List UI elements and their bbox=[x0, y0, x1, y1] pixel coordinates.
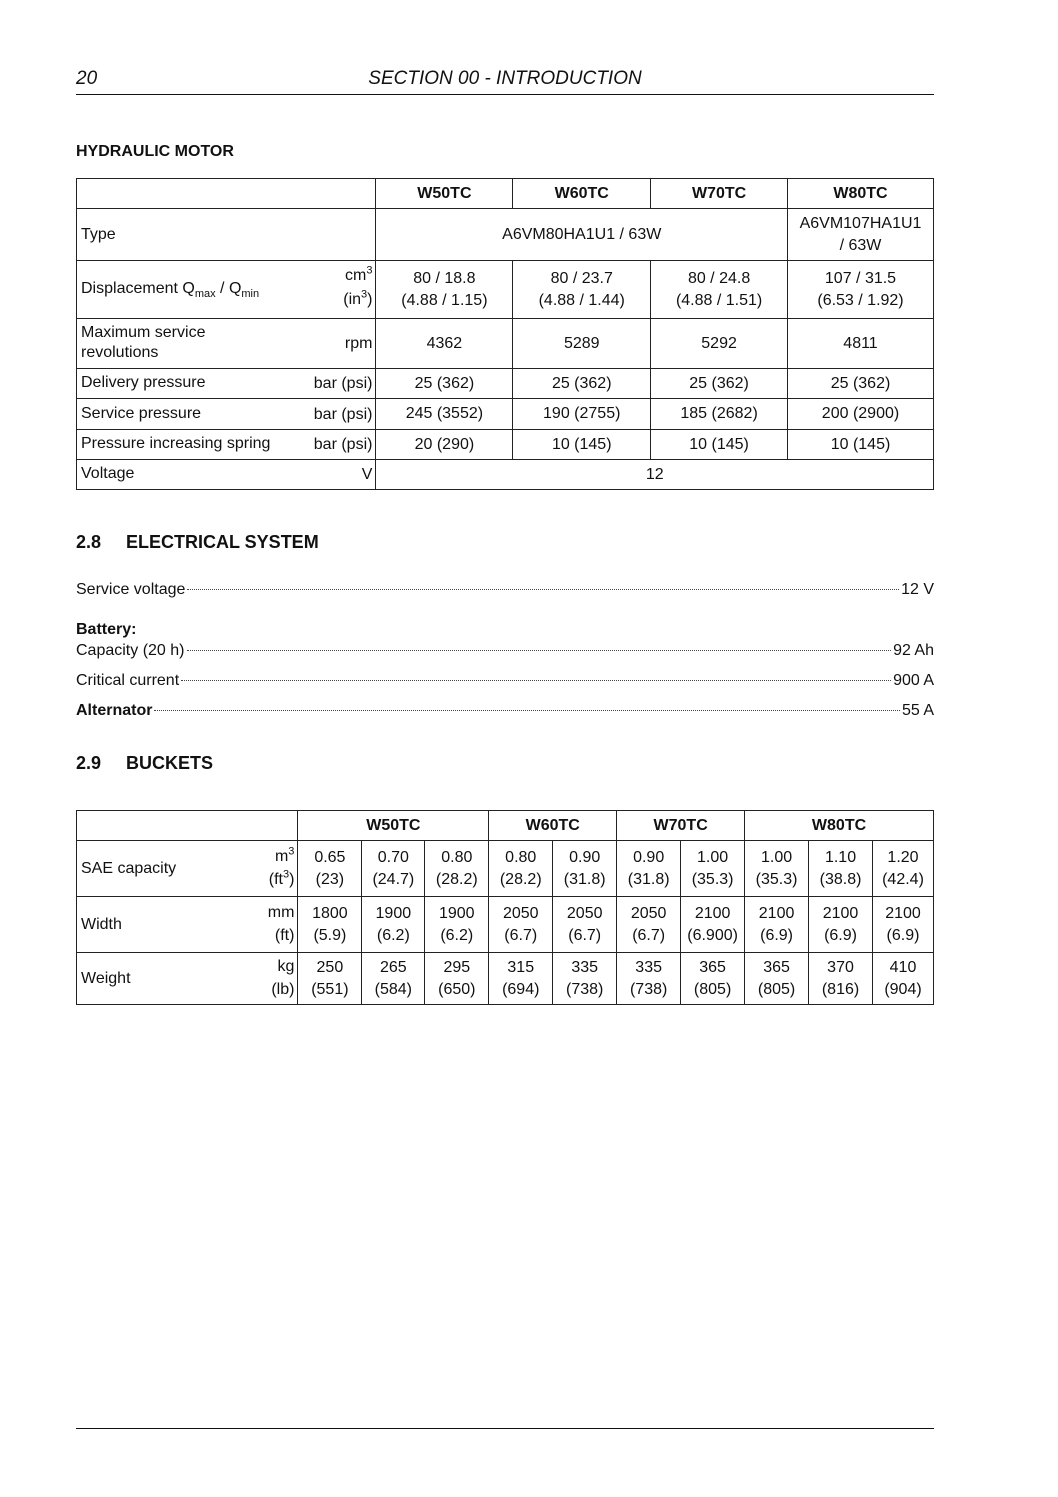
service-voltage-line: Service voltage 12 V bbox=[76, 581, 934, 598]
sae-value-0: 0.65 (23) bbox=[298, 841, 362, 897]
table-row: Pressure increasing spring bar (psi) 20 (290) 10 (145) 10 (145) 10 (145) bbox=[77, 430, 934, 460]
sae-value-1: 0.70 (24.7) bbox=[362, 841, 425, 897]
delivery-pressure-label: Delivery pressure bar (psi) bbox=[77, 369, 376, 399]
table-row bbox=[77, 460, 934, 490]
group-w50tc: W50TC bbox=[298, 811, 489, 841]
capacity-line: Capacity (20 h) 92 Ah bbox=[76, 642, 934, 659]
hydraulic-motor-table bbox=[76, 178, 934, 490]
buckets-section-title: 2.9 BUCKETS bbox=[76, 753, 214, 773]
sae-value-3: 0.80 (28.2) bbox=[489, 841, 553, 897]
group-w70tc: W70TC bbox=[617, 811, 745, 841]
spring-pressure-label: Pressure increasing spring bar (psi) bbox=[77, 430, 376, 460]
weight-value-2: 295 (650) bbox=[425, 953, 489, 1005]
sae-value-6: 1.00 (35.3) bbox=[681, 841, 745, 897]
group-w60tc: W60TC bbox=[489, 811, 617, 841]
electrical-section-title: 2.8 ELECTRICAL SYSTEM bbox=[76, 532, 319, 552]
weight-value-3: 315 (694) bbox=[489, 953, 553, 1005]
table-row bbox=[77, 209, 934, 261]
table-row: Maximum service revolutions rpm 4362 5289 5292 4811 bbox=[77, 319, 934, 369]
weight-label: Weight kg (lb) bbox=[77, 953, 298, 1005]
sae-value-7: 1.00 (35.3) bbox=[745, 841, 809, 897]
width-value-1: 1900 (6.2) bbox=[362, 897, 425, 953]
weight-value-8: 370 (816) bbox=[809, 953, 873, 1005]
width-value-5: 2050 (6.7) bbox=[617, 897, 681, 953]
section-title: SECTION 00 - INTRODUCTION bbox=[368, 68, 642, 89]
width-value-9: 2100 (6.9) bbox=[873, 897, 934, 953]
table-row: Displacement $Q_{max} / Q_{min}$ $cm^3$ $(in^3)$ 80 / 18.8 (4.88 / 1.15) 80 / 23.7 (4.88 / 1.44) 80 / 24.8 (4.88 / 1.51) 107 / 31.5 (6.53 / 1.92) bbox=[77, 261, 934, 319]
sae-capacity-label: SAE capacity $m^3$ $(ft^3)$ bbox=[77, 841, 298, 897]
type-label: Type bbox=[77, 209, 376, 261]
width-value-6: 2100 (6.900) bbox=[681, 897, 745, 953]
group-w80tc: W80TC bbox=[745, 811, 934, 841]
type-w80-value: A6VM107HA1U1 / 63W bbox=[788, 209, 934, 261]
width-label: Width mm (ft) bbox=[77, 897, 298, 953]
battery-label: Battery: bbox=[76, 621, 137, 638]
col-w50tc: W50TC bbox=[376, 179, 513, 209]
critical-current-line: Critical current 900 A bbox=[76, 672, 934, 689]
displacement-label: Displacement $Q_{max} / Q_{min}$ $cm^3$ $(in^3)$ bbox=[77, 261, 376, 319]
width-value-8: 2100 (6.9) bbox=[809, 897, 873, 953]
width-value-3: 2050 (6.7) bbox=[489, 897, 553, 953]
service-pressure-label: Service pressure bar (psi) bbox=[77, 399, 376, 430]
table-header-row bbox=[77, 811, 934, 841]
page-number: 20 bbox=[76, 68, 98, 89]
weight-value-5: 335 (738) bbox=[617, 953, 681, 1005]
table-row bbox=[77, 953, 934, 1005]
col-w80tc: W80TC bbox=[788, 179, 934, 209]
buckets-table bbox=[76, 810, 934, 1005]
weight-value-1: 265 (584) bbox=[362, 953, 425, 1005]
weight-value-7: 365 (805) bbox=[745, 953, 809, 1005]
max-revolutions-label: Maximum service revolutions rpm bbox=[77, 319, 376, 369]
table-row bbox=[77, 841, 934, 897]
sae-value-9: 1.20 (42.4) bbox=[873, 841, 934, 897]
alternator-line: Alternator 55 A bbox=[76, 702, 934, 719]
voltage-value: 12 bbox=[376, 460, 934, 490]
table-row: Delivery pressure bar (psi) 25 (362) 25 (362) 25 (362) 25 (362) bbox=[77, 369, 934, 399]
width-value-7: 2100 (6.9) bbox=[745, 897, 809, 953]
type-shared-value: A6VM80HA1U1 / 63W bbox=[376, 209, 788, 261]
weight-value-6: 365 (805) bbox=[681, 953, 745, 1005]
col-w60tc: W60TC bbox=[513, 179, 651, 209]
table-header-row bbox=[77, 179, 934, 209]
table-row: Service pressure bar (psi) 245 (3552) 190 (2755) 185 (2682) 200 (2900) bbox=[77, 399, 934, 430]
sae-value-2: 0.80 (28.2) bbox=[425, 841, 489, 897]
col-w70tc: W70TC bbox=[651, 179, 788, 209]
sae-value-4: 0.90 (31.8) bbox=[553, 841, 617, 897]
sae-value-8: 1.10 (38.8) bbox=[809, 841, 873, 897]
footer-rule bbox=[76, 1428, 934, 1429]
weight-value-4: 335 (738) bbox=[553, 953, 617, 1005]
empty-header-cell bbox=[77, 811, 298, 841]
weight-value-9: 410 (904) bbox=[873, 953, 934, 1005]
voltage-label: Voltage V bbox=[77, 460, 376, 490]
weight-value-0: 250 (551) bbox=[298, 953, 362, 1005]
hydraulic-motor-title: HYDRAULIC MOTOR bbox=[76, 143, 234, 160]
empty-header-cell bbox=[77, 179, 376, 209]
page-header bbox=[76, 66, 934, 95]
width-value-2: 1900 (6.2) bbox=[425, 897, 489, 953]
table-row bbox=[77, 897, 934, 953]
sae-value-5: 0.90 (31.8) bbox=[617, 841, 681, 897]
width-value-4: 2050 (6.7) bbox=[553, 897, 617, 953]
width-value-0: 1800 (5.9) bbox=[298, 897, 362, 953]
